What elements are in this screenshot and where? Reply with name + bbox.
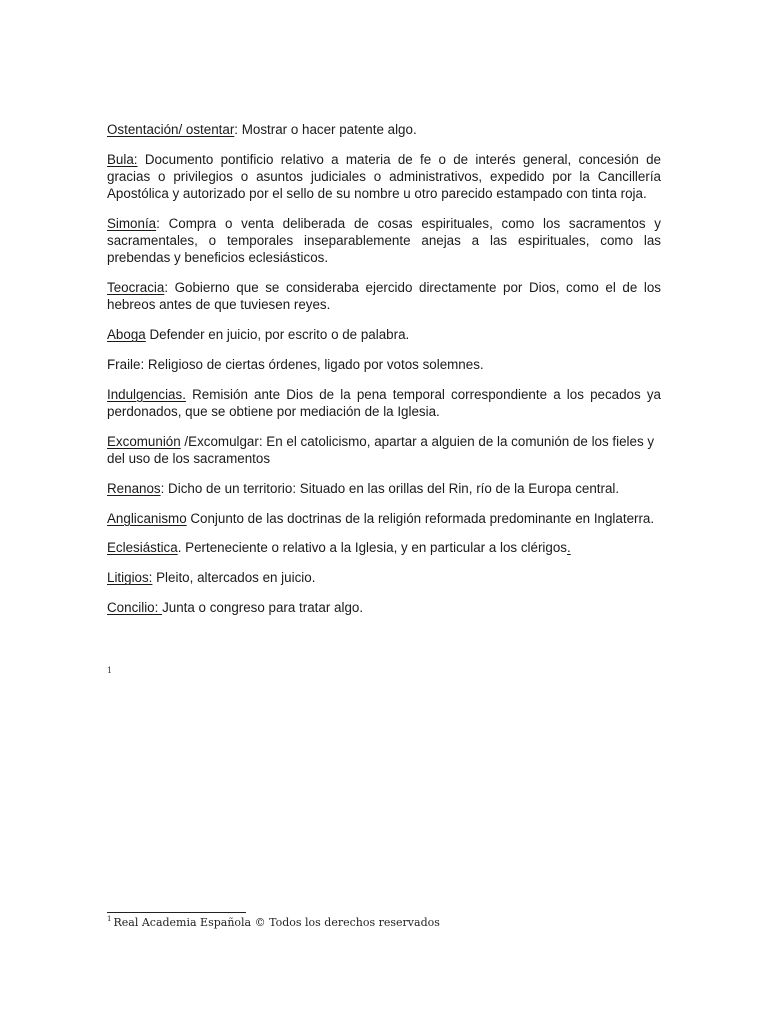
- glossary-term: Simonía: [107, 216, 157, 231]
- glossary-definition: Documento pontificio relativo a materia de fe o de interés general, concesión de gracias o privilegios o asuntos judiciales o administrativos, expedido por la Cancillería Apostólica y autorizado por el sello de su nombre u otro parecido estampado con tinta roja.: [107, 151, 661, 202]
- glossary-definition: Defender en juicio, por escrito o de palabra.: [145, 327, 410, 343]
- glossary-definition: : Mostrar o hacer patente algo.: [234, 122, 417, 137]
- glossary-definition: /Excomulgar: En el catolicismo, apartar a alguien de la comunión de los fieles y del uso de los sacramentos: [107, 433, 655, 466]
- glossary-entry-teocracia: [107, 279, 661, 313]
- glossary-definition: : Dicho de un territorio: Situado en las orillas del Rin, río de la Europa central.: [160, 480, 620, 496]
- glossary-entry-concilio: [107, 599, 661, 616]
- glossary-list: [107, 121, 661, 629]
- glossary-definition: : Compra o venta deliberada de cosas espirituales, como los sacramentos y sacramentales, o temporales inseparablemente anejas a las espirituales, como las prebendas y beneficios eclesiásticos.: [107, 216, 661, 266]
- glossary-entry-simonia: [107, 215, 661, 267]
- glossary-term: Indulgencias.: [107, 386, 186, 402]
- glossary-entry-fraile: [107, 356, 661, 373]
- glossary-term: Aboga: [107, 327, 146, 343]
- glossary-entry-litigios: [107, 569, 661, 586]
- glossary-entry-aboga: [107, 326, 661, 343]
- glossary-term: Excomunión: [107, 433, 181, 449]
- glossary-definition: Fraile: Religioso de ciertas órdenes, ligado por votos solemnes.: [107, 357, 484, 372]
- footnote: [107, 916, 440, 929]
- glossary-term: Litigios:: [107, 570, 153, 586]
- footnote-reference-marker: 1: [107, 666, 113, 675]
- glossary-definition: . Perteneciente o relativo a la Iglesia, y en particular a los clérigos: [177, 540, 567, 556]
- glossary-term: Eclesiástica: [107, 540, 178, 556]
- glossary-definition: Junta o congreso para tratar algo.: [162, 599, 364, 615]
- glossary-entry-anglicanismo: [107, 510, 661, 527]
- glossary-entry-eclesiastica: [107, 539, 661, 556]
- glossary-term: Teocracia: [107, 280, 165, 296]
- glossary-entry-renanos: [107, 480, 661, 497]
- footnote-text: Real Academia Española © Todos los derechos reservados: [113, 916, 440, 929]
- glossary-entry-ostentacion: [107, 121, 661, 138]
- footnote-separator: [107, 912, 246, 913]
- glossary-term: Concilio:: [107, 599, 163, 615]
- glossary-definition: Pleito, altercados en juicio.: [152, 570, 316, 586]
- glossary-term: Renanos: [107, 480, 161, 496]
- glossary-entry-bula: [107, 151, 661, 203]
- glossary-term: Anglicanismo: [107, 510, 187, 526]
- footnote-number: 1: [107, 915, 112, 924]
- glossary-entry-indulgencias: [107, 386, 661, 420]
- glossary-term: Bula:: [107, 151, 138, 167]
- glossary-definition: Remisión ante Dios de la pena temporal correspondiente a los pecados ya perdonados, que se obtiene por mediación de la Iglesia.: [107, 386, 661, 419]
- glossary-definition: : Gobierno que se consideraba ejercido directamente por Dios, como el de los hebreos antes de que tuviesen reyes.: [107, 280, 661, 313]
- glossary-entry-excomunion: [107, 433, 661, 467]
- glossary-term: Ostentación/ ostentar: [107, 122, 235, 137]
- glossary-definition: Conjunto de las doctrinas de la religión reformada predominante en Inglaterra.: [186, 510, 655, 526]
- glossary-definition-tail: .: [566, 540, 571, 556]
